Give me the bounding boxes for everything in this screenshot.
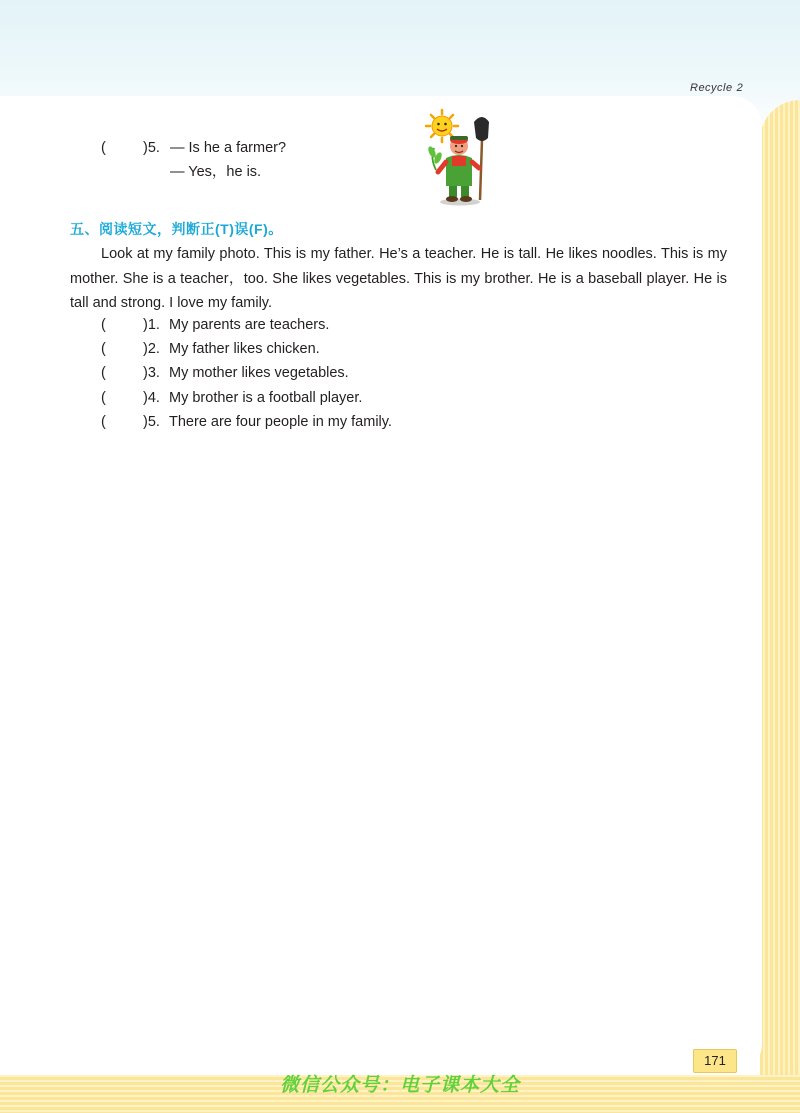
page-number: 171 xyxy=(693,1049,737,1073)
item-text: My father likes chicken. xyxy=(169,341,320,357)
section-title: 五、阅读短文，判断正(T)误(F)。 xyxy=(70,221,283,237)
page-edge-right xyxy=(760,100,800,1113)
spade-icon xyxy=(474,117,489,200)
item-number: )5. xyxy=(143,414,160,430)
item-text: My mother likes vegetables. xyxy=(169,365,349,381)
unit-header xyxy=(690,82,743,94)
gardener-figure xyxy=(438,136,480,206)
answer-text: — Yes，he is. xyxy=(170,164,262,180)
question-text: — Is he a farmer? xyxy=(170,140,287,156)
item-number: )1. xyxy=(143,317,160,333)
item-number: )3. xyxy=(143,365,160,381)
question-number: )5. xyxy=(143,140,160,156)
item-text: There are four people in my family. xyxy=(169,414,392,430)
item-number: )4. xyxy=(143,390,160,406)
watermark: 微信公众号：电子课本大全 xyxy=(279,1075,520,1096)
reading-passage: Look at my family photo. This is my father. He’s a teacher. He is tall. He likes noodles. This is my mother. She is a teacher，too. She likes vegetables. This is my brother. He is a baseball player. He is tall and strong. I love my family. xyxy=(70,246,727,311)
answer-paren-open: ( xyxy=(101,365,106,381)
answer-paren-open: ( xyxy=(101,414,106,430)
item-text: My parents are teachers. xyxy=(169,317,330,333)
item-number: )2. xyxy=(143,341,160,357)
unit-header-label: Recycle xyxy=(690,82,733,94)
prev-answer-row xyxy=(170,163,261,181)
answer-paren-open: ( xyxy=(101,317,106,333)
unit-header-number: 2 xyxy=(736,82,744,94)
answer-paren-open: ( xyxy=(101,341,106,357)
gardener-illustration xyxy=(422,108,496,208)
answer-paren-open: ( xyxy=(101,390,106,406)
answer-paren-open: ( xyxy=(101,140,106,156)
item-text: My brother is a football player. xyxy=(169,390,363,406)
